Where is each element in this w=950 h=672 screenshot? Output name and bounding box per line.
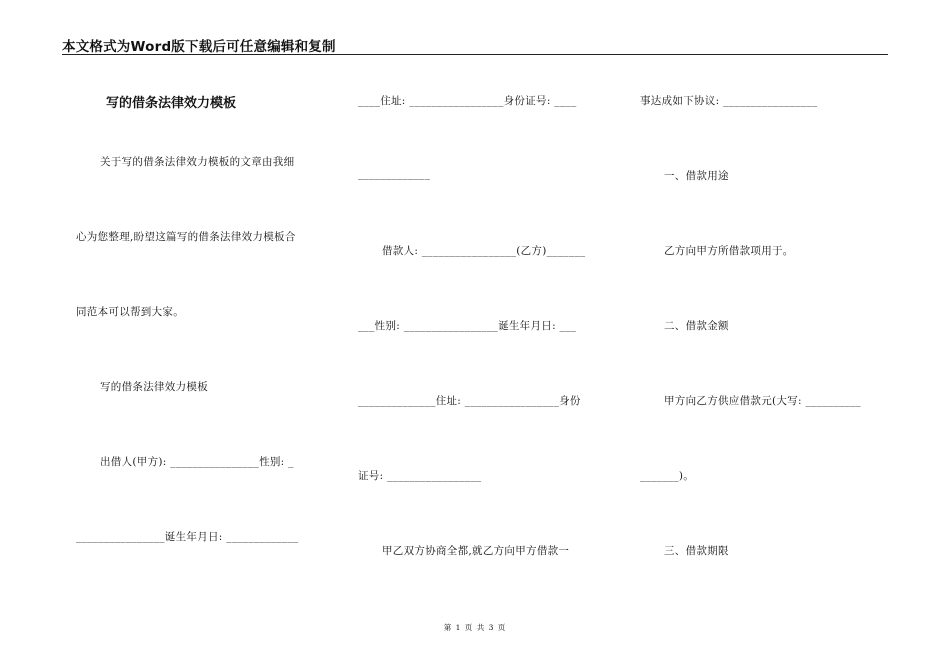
paragraph-line: 写的借条法律效力模板	[100, 381, 208, 393]
paragraph-line: ___性别: _________________诞生年月日: ___	[358, 320, 577, 332]
header-text: 本文格式为Word版下载后可任意编辑和复制	[62, 39, 336, 55]
paragraph-line: ________________诞生年月日: _____________	[76, 531, 299, 543]
paragraph-line: ____住址: _________________身份证号: ____	[358, 95, 577, 107]
paragraph-line: 同范本可以帮到大家。	[76, 306, 184, 318]
paragraph-line: 甲方向乙方供应借款元(大写: __________	[664, 395, 861, 407]
paragraph-line: 出借人(甲方): ________________性别: _	[100, 456, 294, 468]
paragraph-line: ______________住址: _________________身份	[358, 395, 581, 407]
document-title: 写的借条法律效力模板	[106, 96, 237, 111]
paragraph-line: _______)。	[640, 470, 695, 482]
paragraph-line: 事达成如下协议: _________________	[640, 95, 818, 107]
paragraph-line: 甲乙双方协商全都,就乙方向甲方借款一	[382, 545, 570, 557]
section-heading: 一、借款用途	[664, 170, 729, 182]
paragraph-line: 乙方向甲方所借款项用于。	[664, 245, 794, 257]
section-heading: 三、借款期限	[664, 545, 729, 557]
page-number: 第 1 页 共 3 页	[443, 623, 507, 632]
paragraph-line: 证号: _________________	[358, 470, 482, 482]
section-heading: 二、借款金额	[664, 320, 729, 332]
paragraph-line: 关于写的借条法律效力模板的文章由我细	[100, 156, 295, 168]
paragraph-line: _____________	[358, 168, 431, 180]
paragraph-line: 借款人: _________________(乙方)_______	[382, 245, 586, 257]
paragraph-line: 心为您整理,盼望这篇写的借条法律效力模板合	[76, 231, 296, 243]
document-header	[62, 32, 888, 55]
